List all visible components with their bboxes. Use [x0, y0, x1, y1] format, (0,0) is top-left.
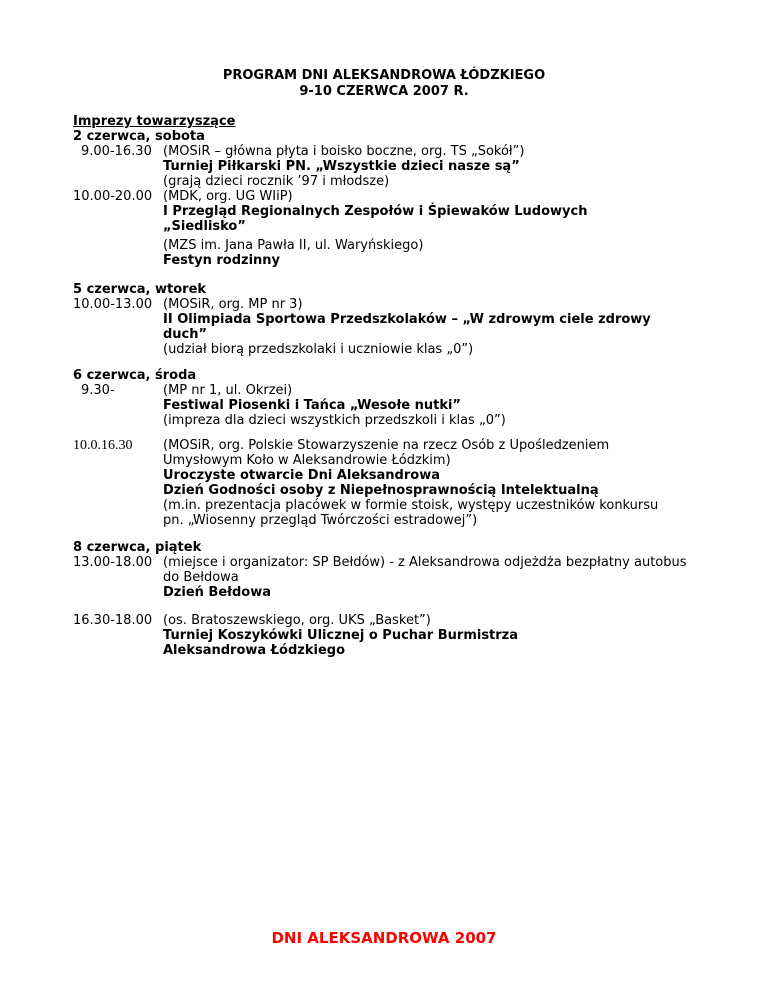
event-time: 10.00-20.00: [73, 189, 153, 204]
event-name-continued: „Siedlisko”: [163, 219, 246, 234]
event-turniej-koszykowki: [73, 613, 713, 658]
event-time: 9.30-: [81, 383, 115, 398]
event-place: (MZS im. Jana Pawła II, ul. Waryńskiego): [163, 238, 424, 253]
page-subtitle-dates: 9-10 CZERWCA 2007 R.: [299, 84, 469, 99]
event-name: I Przegląd Regionalnych Zespołów i Śpiewaków Ludowych: [163, 204, 588, 219]
event-place: (os. Bratoszewskiego, org. UKS „Basket”): [163, 613, 431, 628]
event-time: 13.00-18.00: [73, 555, 153, 570]
event-place-continued: do Bełdowa: [163, 570, 239, 585]
page-title: PROGRAM DNI ALEKSANDROWA ŁÓDZKIEGO: [222, 68, 546, 83]
section-8-czerwca: [73, 540, 713, 600]
event-festyn: [73, 238, 713, 268]
event-row: [73, 297, 713, 312]
event-note: (grają dzieci rocznik ’97 i młodsze): [163, 174, 390, 189]
event-time: 9.00-16.30: [81, 144, 152, 159]
day-heading: 2 czerwca, sobota: [73, 129, 205, 144]
event-time: 16.30-18.00: [73, 613, 153, 628]
footer-banner: DNI ALEKSANDROWA 2007: [271, 929, 497, 947]
event-name-second: Dzień Godności osoby z Niepełnosprawnością Intelektualną: [163, 483, 599, 498]
event-row: [73, 613, 713, 628]
event-time: 10.0.16.30: [73, 438, 133, 453]
event-name-continued: Aleksandrowa Łódzkiego: [163, 643, 346, 658]
section-2-czerwca: [73, 114, 713, 234]
event-time: 10.00-13.00: [73, 297, 153, 312]
event-place: (MOSiR, org. Polskie Stowarzyszenie na rzecz Osób z Upośledzeniem: [163, 438, 610, 453]
event-note: (udział biorą przedszkolaki i uczniowie klas „0”): [163, 342, 474, 357]
event-place-continued: Umysłowym Koło w Aleksandrowie Łódzkim): [163, 453, 451, 468]
section-heading: Imprezy towarzyszące: [73, 114, 236, 129]
event-place: (MDK, org. UG WIiP): [163, 189, 293, 204]
event-row: [73, 555, 713, 570]
event-place: (MP nr 1, ul. Okrzei): [163, 383, 293, 398]
event-name: Uroczyste otwarcie Dni Aleksandrowa: [163, 468, 440, 483]
day-heading: 6 czerwca, środa: [73, 368, 197, 383]
event-note-continued: pn. „Wiosenny przegląd Twórczości estradowej”): [163, 513, 478, 528]
section-6-czerwca: [73, 368, 713, 428]
event-row: [73, 383, 713, 398]
day-heading: 5 czerwca, wtorek: [73, 282, 207, 297]
event-name: Festyn rodzinny: [163, 253, 281, 268]
event-name: Festiwal Piosenki i Tańca „Wesołe nutki”: [163, 398, 461, 413]
day-heading: 8 czerwca, piątek: [73, 540, 202, 555]
event-name: II Olimpiada Sportowa Przedszkolaków – „W zdrowym ciele zdrowy: [163, 312, 651, 327]
event-uroczyste-otwarcie: [73, 438, 713, 528]
event-note: (m.in. prezentacja placówek w formie stoisk, występy uczestników konkursu: [163, 498, 659, 513]
event-row: [73, 438, 713, 453]
event-name-continued: duch”: [163, 327, 208, 342]
section-5-czerwca: [73, 282, 713, 357]
event-row: [73, 189, 713, 204]
event-place: (miejsce i organizator: SP Bełdów) - z Aleksandrowa odjeżdża bezpłatny autobus: [163, 555, 687, 570]
event-row: [73, 144, 713, 159]
event-name: Turniej Koszykówki Ulicznej o Puchar Burmistrza: [163, 628, 519, 643]
event-place: (MOSiR – główna płyta i boisko boczne, org. TS „Sokół”): [163, 144, 525, 159]
event-name: Dzień Bełdowa: [163, 585, 271, 600]
event-name: Turniej Piłkarski PN. „Wszystkie dzieci nasze są”: [163, 159, 520, 174]
event-note: (impreza dla dzieci wszystkich przedszkoli i klas „0”): [163, 413, 506, 428]
event-place: (MOSiR, org. MP nr 3): [163, 297, 303, 312]
